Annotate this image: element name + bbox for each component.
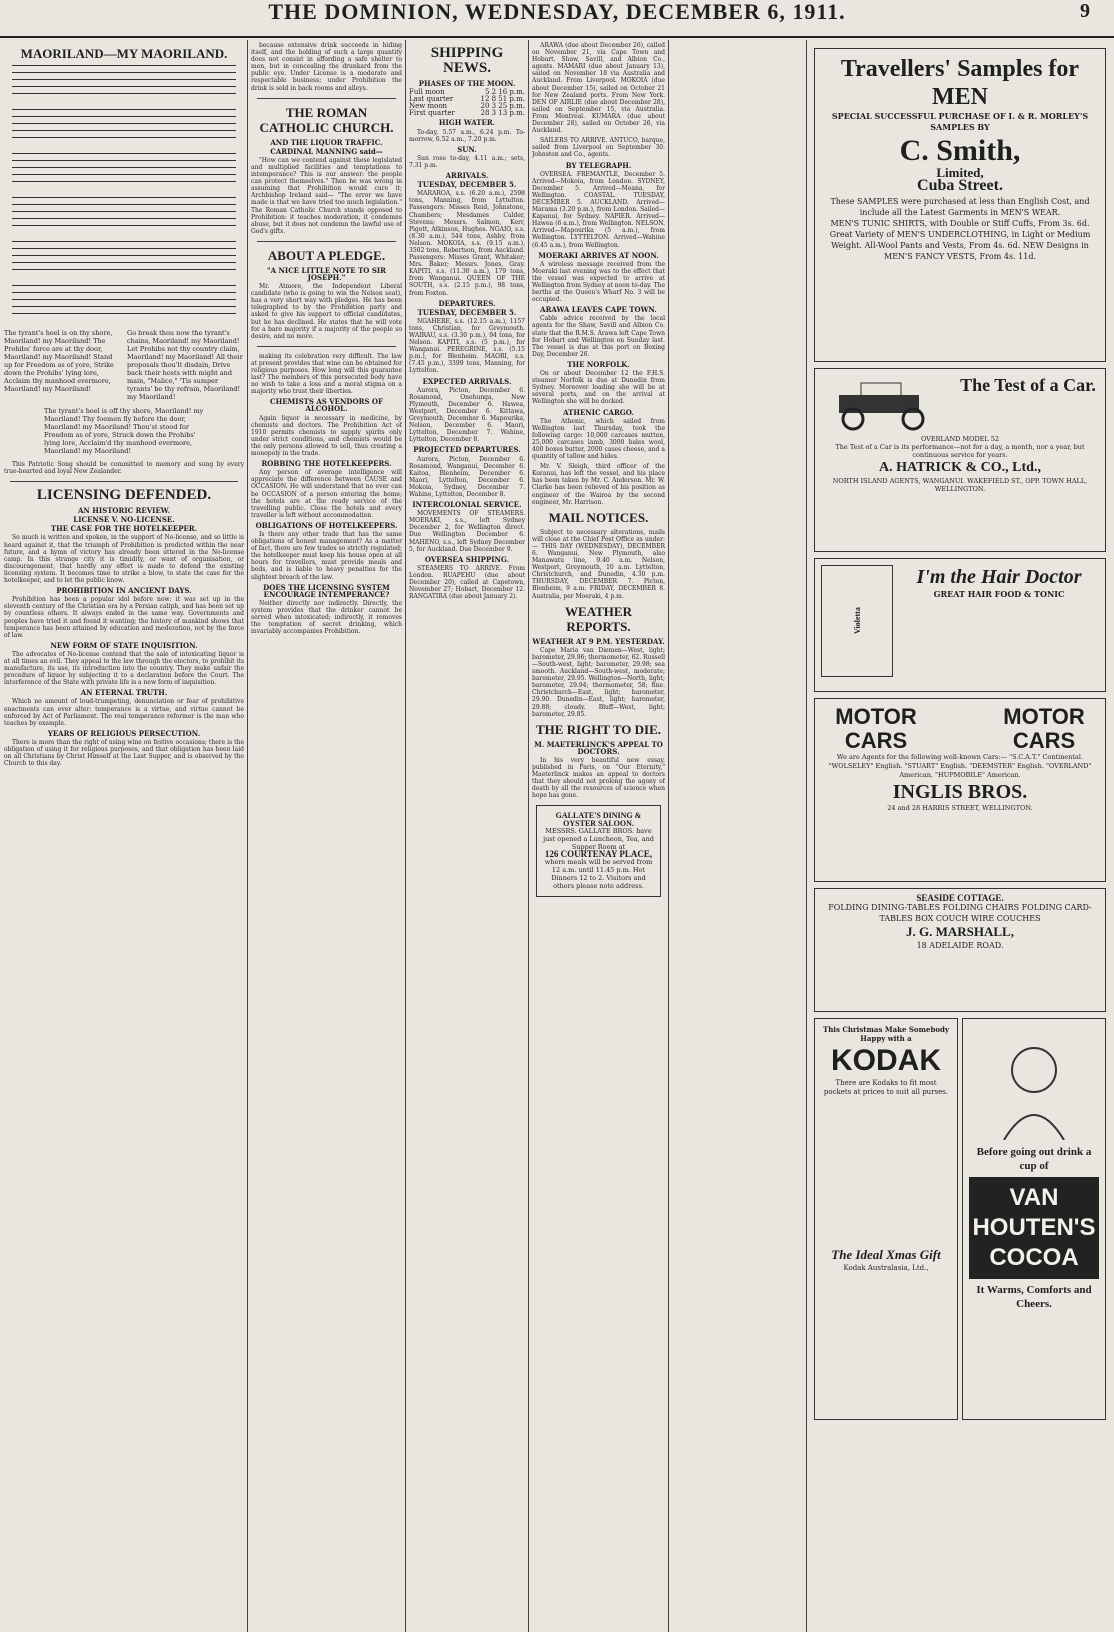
masthead xyxy=(0,0,1114,38)
advert-address: 126 COURTENAY PLACE, xyxy=(544,848,653,859)
advert-items: MEN'S TUNIC SHIRTS, with Double or Stiff Cuffs, From 3s. 6d. Great Variety of MEN'S UNDERCLOTHING, in Light or Medium Weight. All-Wool Pants and Vests, From 4s. 6d. NEW Designs in MEN'S FANCY VESTS, From 4s. 11d. xyxy=(829,219,1091,262)
divider xyxy=(10,481,238,482)
advert-text: The Test of a Car is its performance—not for a day, a month, nor a year, but continuous service for years. xyxy=(835,443,1085,459)
paragraph: A wireless message received from the Moeraki last evening was to the effect that the vessel was expected to arrive at Wellington from Sydney at noon to-day. The berths at the Queen's Wharf No. 3 will be occupied. xyxy=(532,260,665,304)
paragraph: Neither directly nor indirectly. Directly, the system provides that the drinker cannot be served when intoxicated; indirectly, it removes the temptation of secret drinking, which invariably accompanies Prohibition. xyxy=(251,599,402,636)
paragraph: Mr. V. Sleigh, third officer of the Koranui, has left the vessel, and his place has been taken by Mr. C. Anderson. Mr. W. Clarke has been relieved of his position as engineer of the Wairoa by the second engineer, Mr. Harrison. xyxy=(532,463,665,506)
article-subtitle: AN HISTORIC REVIEW. xyxy=(77,506,171,516)
advert-hair-doctor xyxy=(814,558,1106,692)
woman-illustration xyxy=(969,1025,1099,1145)
section-heading: DEPARTURES. xyxy=(438,298,496,308)
verse-left: The tyrant's heel is on thy shore, Maoriland! my Maoriland! The Prohibs' force are at thy door, Maoriland! my Maoriland! Stand up for Freedom as of yore, Strike down the Prohibs' lying lore, Acclaim thy manhood evermore, Maoriland! my Maoriland! xyxy=(4,329,114,393)
advert-travellers-samples xyxy=(814,48,1106,362)
section-heading: PHASES OF THE MOON. xyxy=(418,79,516,88)
paragraph: NGAHERE, s.s. (12.15 a.m.), 1157 tons, Christian, for Greymouth. WAIRAU, s.s. (3.30 p.m.), 94 tons, for Nelson. KAPITI, s.s. (5 p.m.), for Wanganui. PEREGRINE, s.s. (5.15 p.m.), for Blenheim. MAORI, s.s. (7.45 p.m.), 3399 tons, Manning, for Lyttelton. xyxy=(409,317,525,375)
car-icon xyxy=(821,375,951,435)
music-staff xyxy=(12,65,236,93)
column-2 xyxy=(251,42,402,1628)
advert-seaside-cottage xyxy=(814,888,1106,1012)
column-rule xyxy=(247,40,248,1632)
advert-text: FOLDING DINING-TABLES FOLDING CHAIRS FOLDING CARD-TABLES BOX COUCH WIRE COUCHES xyxy=(828,903,1092,924)
paragraph: On or about December 12 the F.H.S. steamer Norfolk is due at Dunedin from Sydney. Moreover loading she will be at several ports, and on the arrival at Wellington she will be docked. xyxy=(532,370,665,406)
article-title: THE RIGHT TO DIE. xyxy=(536,721,661,737)
paragraph: Prohibition has been a popular idol before now: it was set up in the eleventh century of the Christian era by a Persian caliph, and has been set up by countless others. It always ended in the same way. Governments and peoples have tried it and found it wanting; the history of mankind shows that temperance has been attained by education and moderation, not by the force of law. xyxy=(4,596,244,639)
advert-address: 18 ADELAIDE ROAD. xyxy=(916,941,1004,951)
paragraph: Sun rose to-day, 4.11 a.m.; sets, 7.31 p.m. xyxy=(409,154,525,169)
article-subtitle: "A NICE LITTLE NOTE TO SIR JOSEPH." xyxy=(267,265,386,282)
section-heading: ATHENIC CARGO. xyxy=(563,407,634,417)
section-heading: CARDINAL MANNING said— xyxy=(270,146,383,156)
column-rule xyxy=(405,40,406,1632)
advert-header: This Christmas Make Somebody Happy with a xyxy=(823,1025,949,1043)
advert-firm-name: INGLIS BROS. xyxy=(892,781,1028,803)
section-heading: PROHIBITION IN ANCIENT DAYS. xyxy=(56,586,192,596)
advert-subtitle: SPECIAL SUCCESSFUL PURCHASE OF I. & R. MORLEY'S SAMPLES BY xyxy=(831,111,1089,132)
advert-overland-car xyxy=(814,368,1106,552)
paragraph: There is more than the right of using wine on festive occasions; there is the obligation of using it for religious purposes, and that obligation has been laid on all Christians by Christ Himself at the Last Supper, and is observed by the Church to this day. xyxy=(4,738,244,768)
music-staff xyxy=(12,153,236,181)
advert-firm-name: Kodak Australasia, Ltd., xyxy=(843,1264,929,1272)
advert-firm-name: J. G. MARSHALL, xyxy=(906,924,1014,940)
article-subtitle: AND THE LIQUOR TRAFFIC. xyxy=(270,137,383,147)
verse-right: Go break thou now the tyrant's chains, Maoriland! my Maoriland! Let Prohibs not thy country claim, Maoriland! my Maoriland! All their proposals thou'lt disdain, Drive back their hosts with might and main, "Malice," 'Tis sumper tyrants' be thy refrain, Maoriland! my Maoriland! xyxy=(127,329,243,401)
advert-firm-name: C. Smith, xyxy=(899,134,1021,167)
paragraph: SAILERS TO ARRIVE. ANTUCO, barque, sailed from Liverpool on September 30. Johnston and Co., agents. xyxy=(532,137,665,159)
music-staff xyxy=(12,197,236,225)
column-ads xyxy=(810,42,1110,1628)
advert-gallate xyxy=(536,805,661,896)
advert-title: SEASIDE COTTAGE. xyxy=(916,893,1004,903)
article-subtitle: M. MAETERLINCK'S APPEAL TO DOCTORS. xyxy=(534,739,663,756)
portrait-icon xyxy=(989,1030,1079,1140)
advert-address: NORTH ISLAND AGENTS, WANGANUI. WAKEFIELD ST., OPP. TOWN HALL, WELLINGTON. xyxy=(832,477,1088,493)
section-date: TUESDAY, DECEMBER 5. xyxy=(417,307,517,317)
paragraph: To-day, 5.57 a.m., 6.24 p.m. To-morrow, 6.52 a.m., 7.20 p.m. xyxy=(409,128,525,143)
paragraph: Aurora, Picton, December 6. Rosamond, Onehunga, New Plymouth, December 6. Hawea, Westport, December 6. Kittawa, Greymouth, December 6. Mapourika, Nelson, December 6. Maori, Lyttelton, December 7. Wahine, Lyttelton, December 8. xyxy=(409,386,525,444)
advert-firm-suffix: Limited, xyxy=(936,165,984,180)
table-row: New moon 20 3 25 p.m. xyxy=(409,102,525,111)
advert-text: GREAT HAIR FOOD & TONIC xyxy=(933,589,1065,599)
music-staff xyxy=(12,285,236,313)
moon-table xyxy=(409,89,525,117)
advert-text: where meals will be served from 12 a.m. until 11.45 p.m. Hot Dinners 12 to 2. Visitors and others please note address. xyxy=(544,857,653,890)
music-staff xyxy=(12,109,236,137)
paragraph: Aurora, Picton, December 6. Rosamond, Wanganui, December 6. Kaitoa, Blenheim, December 6. Maori, Lyttelton, December 6. Mokoia, Sydney, December 7. Wahine, Lyttelton, December 8. xyxy=(409,455,525,498)
advert-title: Travellers' Samples for MEN xyxy=(840,56,1080,110)
advert-van-houten xyxy=(962,1018,1106,1420)
table-row: Last quarter 12 8 51 p.m. xyxy=(409,95,525,104)
section-heading: MOERAKI ARRIVES AT NOON. xyxy=(538,250,659,260)
section-heading: YEARS OF RELIGIOUS PERSECUTION. xyxy=(47,728,201,738)
advert-title: GALLATE'S DINING & OYSTER SALOON. xyxy=(555,811,642,828)
article-title: WEATHER REPORTS. xyxy=(565,603,632,634)
advert-title: VAN HOUTEN'S COCOA xyxy=(969,1177,1099,1279)
advert-kodak xyxy=(814,1018,958,1420)
column-rule xyxy=(806,40,807,1632)
paragraph: In his very beautiful new essay, published in Paris, on "Our Eternity," Maeterlinck makes an appeal to doctors that they should not prolong the agony of death by all the resources of science when hope has gone. xyxy=(532,756,665,800)
paragraph: Which no amount of loud-trumpeting, denunciation or fear of prohibitive enactments can ever alter: temperance is a virtue, and virtue cannot be enforced by Act of Parliament. The real temperance reformer is the man who teaches by example. xyxy=(4,698,244,727)
article-subtitle-2: LICENSE V. NO-LICENSE. xyxy=(73,515,175,525)
section-heading: PROJECTED DEPARTURES. xyxy=(413,445,521,455)
music-staff xyxy=(12,241,236,269)
paragraph: OVERSEA. FREMANTLE, December 5. Arrived—Mokoia, from London. SYDNEY, December 5. Arrived—Moana, for Wellington. COASTAL. TUESDAY, DECEMBER 5. AUCKLAND. Arrived—Marama (3.20 p.m.), from London. Sailed—Kapanui, for Sydney. NAPIER. Arrived—Hawea (6 a.m.), from Wellington. NELSON. Arrived—Mapourika (5 a.m.), from Wellington. LYTTELTON. Arrived—Wahine (6.45 a.m.), from Wellington. xyxy=(532,170,665,249)
divider xyxy=(257,98,396,99)
advert-firm-name: A. HATRICK & CO., Ltd., xyxy=(879,460,1041,475)
page-number: 9 xyxy=(1080,0,1090,22)
paragraph: "How can we contend against these legislated and multiplied facilities and temptations to intemperance? This is our answer: the people can protect themselves." Then he was wrong in assuming that Prohibition would cure it; Archbishop Ireland said— "The error we have made is that we have tried too much legislation." The Roman Catholic Church stands opposed to Prohibition: it teaches moderation, it condemns abuse, but it does not condemn the lawful use of God's gifts. xyxy=(251,156,402,235)
section-heading: HIGH WATER. xyxy=(438,118,496,128)
section-heading: ROBBING THE HOTELKEEPERS. xyxy=(261,459,392,469)
paragraph: Cable advice received by the local agents for the Shaw, Savill and Albion Co. state that the R.M.S. Arawa left Cape Town for Hobart and Wellington on Sunday last. The vessel is due at this port on Boxing Day, December 26. xyxy=(532,315,665,358)
sheet-music xyxy=(8,65,240,325)
section-heading: CHEMISTS AS VENDORS OF ALCOHOL. xyxy=(270,397,383,414)
advert-header: Before going out drink a cup of xyxy=(976,1146,1092,1172)
advert-gift: The Ideal Xmas Gift xyxy=(831,1247,941,1262)
bottle-icon xyxy=(821,565,893,677)
section-heading: OBLIGATIONS OF HOTELKEEPERS. xyxy=(255,520,398,530)
paragraph: The Athenic, which sailed from Wellington last Thursday, took the following cargo: 10,000 carcases mutton, 25,000 carcases lamb, 3000 bales wool, 400 boxes butter, 2000 cases cheese, and a quantity of tallow and hides. xyxy=(532,417,665,461)
section-heading: BY TELEGRAPH. xyxy=(565,160,632,170)
advert-title: The Test of a Car. xyxy=(960,375,1096,395)
section-heading: ARAWA LEAVES CAPE TOWN. xyxy=(540,305,657,315)
advert-title-left: MOTOR CARS xyxy=(835,704,917,753)
shipping-title: SHIPPING NEWS. xyxy=(430,45,504,76)
paragraph: Mr. Atmore, the Independent Liberal candidate (who is going to win the Nelson seat), has a very short way with pledges. He has been telegraphed to by the Prohibition party and asked to give his support to official candidates, but he has declined. He states that he will vote for a bare majority if a majority of the people so desire, and no more. xyxy=(251,283,402,340)
article-title: THE ROMAN CATHOLIC CHURCH. xyxy=(259,104,394,135)
section-heading: THE NORFOLK. xyxy=(567,359,630,369)
song-title: MAORILAND—MY MAORILAND. xyxy=(20,46,228,61)
column-1 xyxy=(4,42,244,1628)
advert-text: There are Kodaks to fit most pockets at prices to suit all purses. xyxy=(823,1079,949,1096)
section-heading: THE CASE FOR THE HOTELKEEPER. xyxy=(50,524,198,534)
advert-text: These SAMPLES were purchased at less than English Cost, and include all the Latest Garments in MEN'S WEAR. xyxy=(830,197,1090,218)
paragraph: Cape Maria van Diemen—West, light; barometer, 29.96; thermometer, 62. Russell—South-west, light; barometer, 29.98; sea smooth. Auckland—South-west, moderate; barometer, 29.95. Wellington—North, light; barometer, 29.94; thermometer, 58; fine. Christchurch—East, light; barometer, 29.90. Dunedin—East, light; barometer, 29.88; cloudy. Bluff—West, light; barometer, 29.85. xyxy=(532,646,665,718)
paragraph: MOVEMENTS OF STEAMERS. MOERAKI, s.s., left Sydney December 2, for Wellington direct. Due Wellington December 6. MAHENO, s.s., left Sydney December 5, for Auckland. Due December 9. xyxy=(409,510,525,553)
column-rule xyxy=(668,40,669,1632)
section-heading: ARRIVALS. xyxy=(445,171,489,181)
article-title: MAIL NOTICES. xyxy=(548,509,649,525)
column-rule xyxy=(528,40,529,1632)
advert-title: KODAK xyxy=(831,1044,941,1077)
section-heading: AN ETERNAL TRUTH. xyxy=(80,688,168,698)
paragraph: making its celebration very difficult. The law at present provides that wine can be obtained for religious purposes. How long will this guarantee last? The members of this persecuted body have no wish to take a loss and a moral stigma on a majority who trust their liberties. xyxy=(251,352,402,396)
newspaper-title: THE DOMINION, WEDNESDAY, DECEMBER 6, 1911. xyxy=(268,0,846,24)
paragraph: Is there any other trade that has the same obligations of honest management? As a matter of fact, there are few trades so strictly regulated; the hotelkeeper must keep his house open at all hours for travellers, must provide meals and beds, and is liable to heavy penalties for the slightest breach of the law. xyxy=(251,530,402,581)
paragraph: The advocates of No-license contend that the sale of intoxicating liquor is at all times an evil. They appeal to the law through the electors, to prohibit its manufacture, its use, its introduction into the country. They make unfair the procedure of liquor by subjecting it to a declaration before the Court. The interference of the State with private life is a new form of inquisition. xyxy=(4,650,244,687)
divider xyxy=(257,241,396,242)
section-heading: WEATHER AT 9 P.M. YESTERDAY. xyxy=(532,636,665,646)
table-row: First quarter 28 3 13 p.m. xyxy=(409,109,525,118)
paragraph: because extensive drink succeeds in hiding itself, and the holding of such a large quantity does not consist in affording a safe shelter to men, but in concealing the drunkard from the public eye. Under License is a moderate and respectable business; under Prohibition the drink is sold in back rooms and alleys. xyxy=(251,42,402,92)
advert-motor-cars xyxy=(814,698,1106,882)
product-name: Violetta xyxy=(852,607,862,635)
advert-row-bottom xyxy=(814,1018,1106,1418)
verse-final: The tyrant's heel is off thy shore, Maoriland! my Maoriland! Thy foemen fly before the door, Maoriland! my Maoriland! Thou'st stood for Freedom as of yore, Struck down the Prohibs' lying lore, Acclaim'd thy manhood evermore, Maoriland! my Maoriland! xyxy=(44,407,204,455)
song-note: This Patriotic Song should be committed to memory and sung by every true-hearted and loyal New Zealander. xyxy=(4,461,244,476)
paragraph: ARAWA (due about December 26), called on November 21, via Cape Town and Hobart. Shaw, Savill, and Albion Co., agents. MAMARI (due about January 13), sailed on November 18 via Australia and Auckland. From Liverpool. MOKOIA (due about December 15), sailed on October 21 for New Zealand ports. From New York. DEN OF AIRLIE (due about December 28), sailed on September 15, via Australia. From Montreal. KUMARA (due about December 28), sailed on October 26, via Auckland. xyxy=(532,42,665,135)
car-illustration xyxy=(821,375,951,435)
section-heading: OVERSEA SHIPPING. xyxy=(424,554,510,564)
column-4 xyxy=(532,42,665,1628)
section-heading: SUN. xyxy=(457,144,477,154)
paragraph: So much is written and spoken, in the support of No-license, and so little is heard against it, that the triumph of Prohibition is predicted within the near future, and a hymn of victory has already been uttered in the No-license camp. In this strange city it is timidity, or want of organisation, or discouragement, that hardly any effort is made to defend the existing licensing system. It becomes time to strike a blow, to state the case for the hotelkeeper, and to let the public know. xyxy=(4,534,244,585)
advert-title: I'm the Hair Doctor xyxy=(916,566,1082,588)
column-3 xyxy=(409,42,525,1628)
advert-text: It Warms, Comforts and Cheers. xyxy=(976,1284,1092,1310)
paragraph: MARAROA, s.s. (6.20 a.m.), 2598 tons, Manning, from Lyttelton. Passengers: Misses Reid, Johnstone, Chambers; Mesdames Calder, Stevens; Messrs. Salmon, Kerr, Pigott, Atkinson, Hughes. NGAIO, s.s. (8.30 a.m.), 544 tons, Ashby, from Nelson. MOKOIA, s.s. (9.15 a.m.), 3502 tons, Robertson, from Auckland. Passengers: Misses Grant, Whitaker; Mrs. Baker; Messrs. Jones, Gray. KAPITI, s.s. (11.30 a.m.), 179 tons, from Wanganui. QUEEN OF THE SOUTH, s.s. (2.15 p.m.), 98 tons, from Foxton. xyxy=(409,190,525,297)
section-date: TUESDAY, DECEMBER 5. xyxy=(417,180,517,190)
table-row: Full moon 5 2 16 p.m. xyxy=(409,88,525,97)
article-title: LICENSING DEFENDED. xyxy=(36,487,212,504)
divider xyxy=(257,346,396,347)
song-verses xyxy=(4,329,244,401)
advert-model: OVERLAND MODEL 52 xyxy=(920,435,1000,443)
paragraph: Subject to necessary alterations, mails will close at the Chief Post Office as under:— THIS DAY (WEDNESDAY), DECEMBER 6. Wanganui, New Plymouth, also Manawatu line, 9.40 a.m. Nelson, Westport, Greymouth, 10 a.m. Lyttelton, Christchurch, and Dunedin, 4.30 p.m. THURSDAY, DECEMBER 7. Picton, Blenheim, 9 a.m. FRIDAY, DECEMBER 8. Australia, per Moeraki, 4 p.m. xyxy=(532,528,665,600)
paragraph: Any person of average intelligence will appreciate the difference between CAUSE and OCCASION. He will understand that no ever can be OCCASION of a person entering the home; the hotels are at the ready service of the travelling public. Close the hotels and every traveller is left without accommodation. xyxy=(251,469,402,519)
article-title: ABOUT A PLEDGE. xyxy=(267,247,386,263)
section-heading: INTERCOLONIAL SERVICE. xyxy=(412,500,522,510)
section-heading: DOES THE LICENSING SYSTEM ENCOURAGE INTEMPERANCE? xyxy=(263,582,390,599)
advert-text: MESSRS. GALLATE BROS. have just opened a Luncheon, Tea, and Supper Room at xyxy=(543,826,654,851)
paragraph: STEAMERS TO ARRIVE. From London. RUAPEHU (due about December 20), called at Capetown, November 27; Hobart, December 12. RANGATIRA (due about January 2). xyxy=(409,564,525,601)
advert-address: 24 and 28 HARRIS STREET, WELLINGTON. xyxy=(887,804,1033,812)
advert-text: We are Agents for the following well-known Cars:— "S.C.A.T." Continental. "WOLSELEY" English. "STUART" English. "DEEMSTER" English. "OVERLAND" American. "HUPMOBILE" American. xyxy=(828,753,1092,779)
section-heading: NEW FORM OF STATE INQUISITION. xyxy=(50,640,198,650)
section-heading: EXPECTED ARRIVALS. xyxy=(422,376,512,386)
advert-title-right: MOTOR CARS xyxy=(1003,704,1085,753)
advert-street: Cuba Street. xyxy=(917,177,1003,195)
paragraph: Again liquor is necessary in medicine, by chemists and doctors. The Prohibition Act of 1910 permits chemists to supply spirits only under strict conditions, and chemists would be the only persons allowed to sell, thus creating a monopoly in the trade. xyxy=(251,414,402,458)
